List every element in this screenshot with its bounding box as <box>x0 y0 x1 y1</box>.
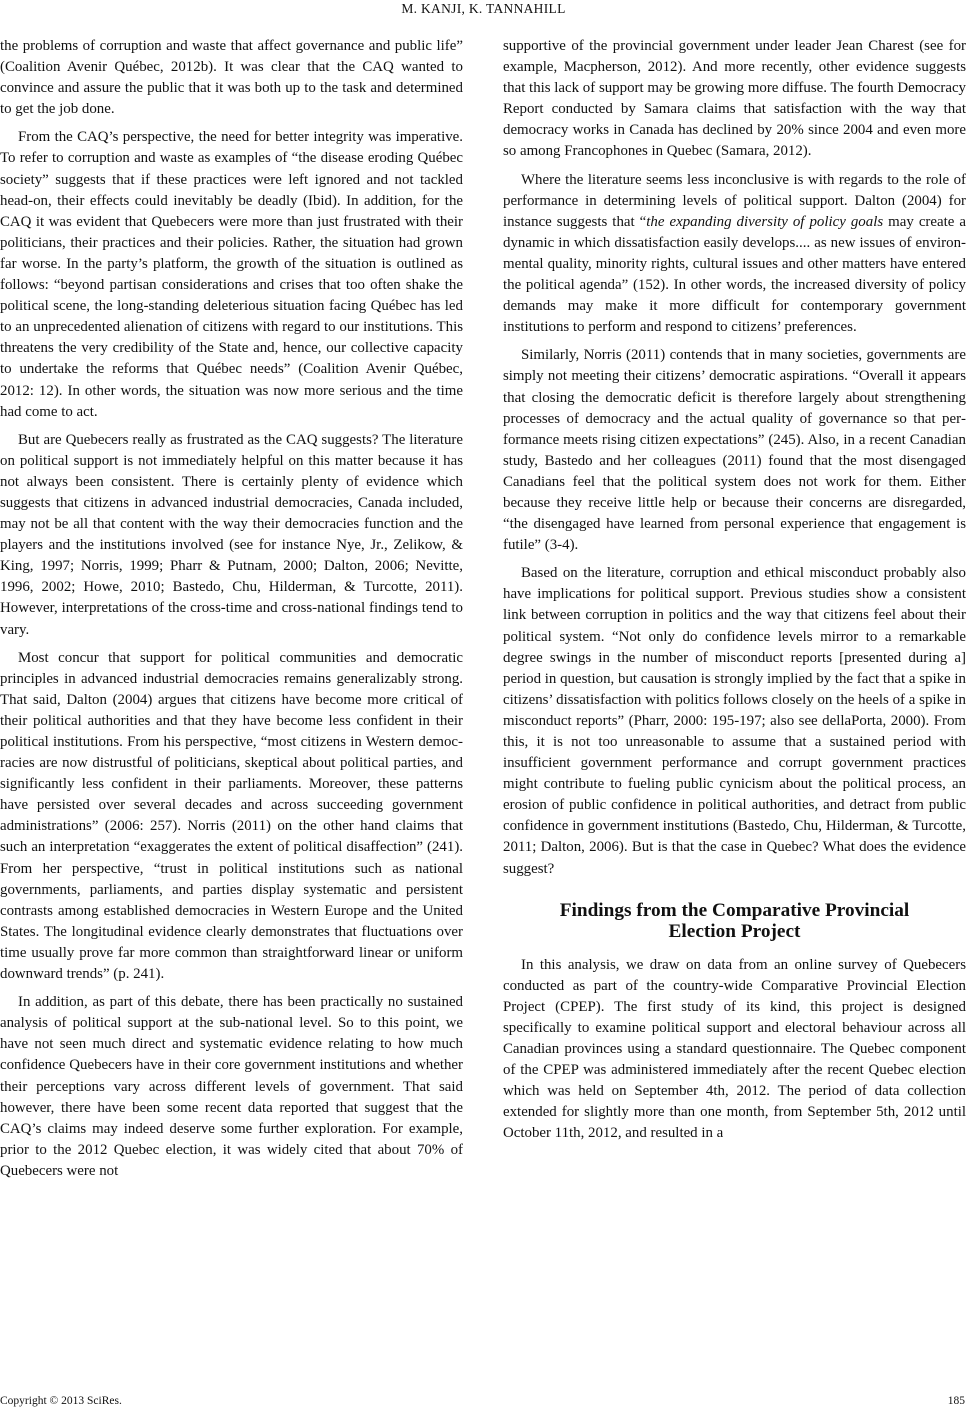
body-paragraph: But are Quebecers really as frustrated as the CAQ suggests? The literature on political support is not immediately helpful on this matter because it has not always been consistent. There is certainly plenty of evidence which suggests that citizens in advanced industrial democracies, Canada included, may not be all that content with the way their democracies function and the players and the institutions involved (see for instance Nye, Jr., Zelikow, & King, 1997; Norris, 1999; Pharr & Putnam, 2000; Dalton, 2006; Nevitte, 1996, 2002; Howe, 2010; Bastedo, Chu, Hilderman, & Turcotte, 2011). However, interpretations of the cross-time and cross-national findings tend to vary. <box>0 431 463 638</box>
copyright-notice: Copyright © 2013 SciRes. <box>0 1395 122 1407</box>
body-paragraph <box>503 170 966 339</box>
page-number: 185 <box>947 1395 965 1407</box>
paragraph-text: may create a dynamic in which dissatisfaction easily develops.... as new issues of environmental quality, minority rights, cultural issues and other matters have entered the political agenda” (152). In other words, the increased diversity of policy demands may make it more difficult for contemporary government institutions to perform and respond to citizens’ preferences. <box>503 213 966 336</box>
body-paragraph: In addition, as part of this debate, there has been practically no sustained analysis of political support at the sub-national level. So to this point, we have not seen much direct and systematic evidence relating to how much confidence Quebecers have in their core government institutions and whether their perceptions vary across different levels of government. That said however, there have been some recent data reported that suggest that the CAQ’s claims may indeed deserve some further exploration. For example, prior to the 2012 Quebec election, it was widely cited that about 70% of Quebecers were not <box>0 994 463 1179</box>
right-column <box>503 36 966 1145</box>
paragraph-text: Where the literature seems less inconclusive is with regards to the role of performance in determining levels of political support. Dalton (2004) for instance suggests that “ <box>503 171 966 230</box>
running-head: M. KANJI, K. TANNAHILL <box>401 1 566 16</box>
section-heading-line: Findings from the Comparative Provincial <box>559 899 910 921</box>
body-paragraph: Based on the literature, corruption and ethical misconduct probably also have implications for political support. Previous studies show a consistent link between corruption in politics and the way that citizens feel about their political system. “Not only do confidence levels mirror to a remarkable degree swings in the number of misconduct reports [presented during a] period in question, but causation is strongly implied by the fact that a spike in citizens’ dissatisfaction with politics follows closely on the heels of a spike in misconduct reports” (Pharr, 2000: 195-197; also see dellaPorta, 2000). From this, it is not too unreasonable to assume that a sustained period with insufficient government performance and corrupt government practices might contribute to fueling public cynicism about the political process, an erosion of public confidence in political authorities, and detract from public confidence in government institutions (Bastedo, Chu, Hilderman, & Turcotte, 2011; Dalton, 2006). But is that the case in Quebec? What does the evidence suggest? <box>503 565 966 877</box>
emphasized-quote: the expanding diversity of policy goals <box>646 213 884 230</box>
left-column <box>0 36 463 1182</box>
body-paragraph: supportive of the provincial government under leader Jean Charest (see for example, Macpherson, 2012). And more recently, other evidence suggests that this lack of support may be growing more diffuse. The fourth Democracy Report conducted by Samara claims that satisfaction with the way that democracy works in Canada has declined by 20% since 2004 and even more so among Francophones in Quebec (Samara, 2012). <box>503 38 967 160</box>
section-heading <box>503 900 966 942</box>
body-paragraph: Most concur that support for political communities and democratic principles in advanced industrial democracies remains generalizably strong. That said, Dalton (2004) argues that citizens have become more critical of their political authorities and that they have become less confident in their political institutions. From his perspective, “most citizens in Western democracies are now distrustful of politicians, skeptical about political parties, and significantly less confident in their parliaments. Moreover, these patterns have persisted over several decades and across succeeding government administrations” (2006: 257). Norris (2011) on the other hand claims that such an interpretation “exaggerates the extent of political disaffection” (241). From her perspective, “trust in political institutions such as national governments, parliaments, and parties display systematic and persistent contrasts among established democracies in Western Europe and the United States. The longitudinal evidence clearly demonstrates that fluctuations over time usually prove far more common than straightforward linear or uniform downward trends” (p. 241). <box>0 649 463 983</box>
body-paragraph: the problems of corruption and waste that affect governance and public life” (Coalition Avenir Québec, 2012b). It was clear that the CAQ wanted to convince and assure the public that it was both up to the task and determined to get the job done. <box>0 38 463 118</box>
body-paragraph: Similarly, Norris (2011) contends that in many societies, governments are simply not meeting their citizens’ democratic aspirations. “Overall it appears that closing the democratic deficit is therefore largely about strengthening processes of democracy and the actual quality of governance so that performance meets rising citizen expectations” (245). Also, in a recent Canadian study, Bastedo and her colleagues (2011) found that the most disengaged Canadians feel that the political system does not work for them. Either because they receive little help or because their concerns are disregarded, “the disengaged have learned from personal experience that engagement is futile” (3-4). <box>503 347 966 554</box>
section-heading-line: Election Project <box>668 920 801 942</box>
body-paragraph: In this analysis, we draw on data from an online survey of Quebecers conducted as part of the country-wide Comparative Provincial Election Project (CPEP). The first study of its kind, this project is designed specifically to examine political support and electoral behaviour across all Canadian provinces using a standard questionnaire. The Quebec component of the CPEP was administered immediately after the recent Quebec election which was held on September 4th, 2012. The period of data collection extended for slightly more than one month, from September 5th, 2012 until October 11th, 2012, and resulted in a <box>503 956 966 1142</box>
body-paragraph: From the CAQ’s perspective, the need for better integrity was imperative. To refer to corruption and waste as examples of “the disease eroding Québec society” suggests that if these practices were left ignored and not tackled head-on, their effects could inevitably be deadly (Ibid). In addition, for the CAQ it was evident that Quebecers were more than just frustrated with their politicians, their practices and their policies. Rather, the situation had grown far worse. In the party’s platform, the growth of the situation is outlined as follows: “beyond partisan considerations and crises that too often shake the political scene, the long-standing deleterious situation facing Québec has led to an unprecedented alienation of citizens with regard to our institutions. This threatens the very credibility of the State and, hence, our collective capacity to undertake the reforms that Québec needs” (Coalition Avenir Québec, 2012: 12). In other words, the situation was now more serious and the time had come to act. <box>0 129 463 420</box>
